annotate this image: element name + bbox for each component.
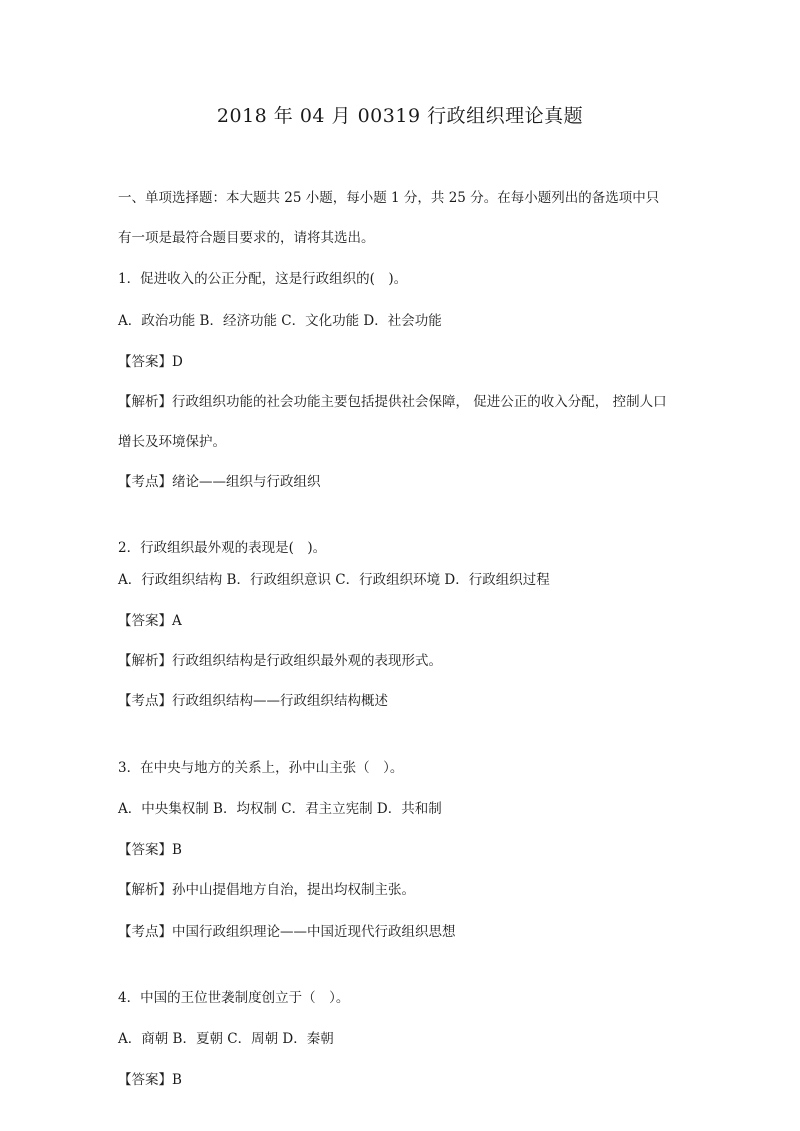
question-4-options: A．商朝 B．夏朝 C．周朝 D．秦朝 bbox=[118, 1031, 334, 1047]
question-4-answer: 【答案】B bbox=[118, 1072, 182, 1088]
page-title: 2018 年 04 月 00319 行政组织理论真题 bbox=[216, 105, 584, 127]
question-3-options: A．中央集权制 B．均权制 C．君主立宪制 D．共和制 bbox=[118, 801, 442, 817]
question-3-stem: 3．在中央与地方的关系上，孙中山主张（ ）。 bbox=[118, 760, 404, 776]
question-1-analysis-line-1: 【解析】行政组织功能的社会功能主要包括提供社会保障， 促进公正的收入分配， 控制人口 bbox=[118, 394, 667, 410]
question-2-analysis-line-1: 【解析】行政组织结构是行政组织最外观的表现形式。 bbox=[118, 653, 442, 669]
question-1-stem: 1．促进收入的公正分配，这是行政组织的( )。 bbox=[118, 271, 408, 287]
question-3-topic: 【考点】中国行政组织理论——中国近现代行政组织思想 bbox=[118, 924, 456, 940]
question-1-topic: 【考点】绪论——组织与行政组织 bbox=[118, 474, 321, 490]
question-1-answer: 【答案】D bbox=[118, 354, 183, 370]
question-3-analysis-line-1: 【解析】孙中山提倡地方自治，提出均权制主张。 bbox=[118, 882, 415, 898]
question-2-options: A．行政组织结构 B．行政组织意识 C．行政组织环境 D．行政组织过程 bbox=[118, 572, 550, 588]
question-2-stem: 2．行政组织最外观的表现是( )。 bbox=[118, 540, 327, 556]
section-intro-line-2: 有一项是最符合题目要求的，请将其选出。 bbox=[118, 230, 375, 246]
question-1-analysis-line-2: 增长及环境保护。 bbox=[118, 434, 226, 450]
question-2-topic: 【考点】行政组织结构——行政组织结构概述 bbox=[118, 693, 388, 709]
question-4-stem: 4．中国的王位世袭制度创立于（ ）。 bbox=[118, 990, 350, 1006]
question-3-answer: 【答案】B bbox=[118, 842, 182, 858]
question-2-answer: 【答案】A bbox=[118, 613, 182, 629]
question-1-options: A．政治功能 B．经济功能 C．文化功能 D．社会功能 bbox=[118, 313, 442, 329]
section-intro-line-1: 一、单项选择题：本大题共 25 小题，每小题 1 分，共 25 分。在每小题列出的备选项中只 bbox=[118, 190, 660, 206]
